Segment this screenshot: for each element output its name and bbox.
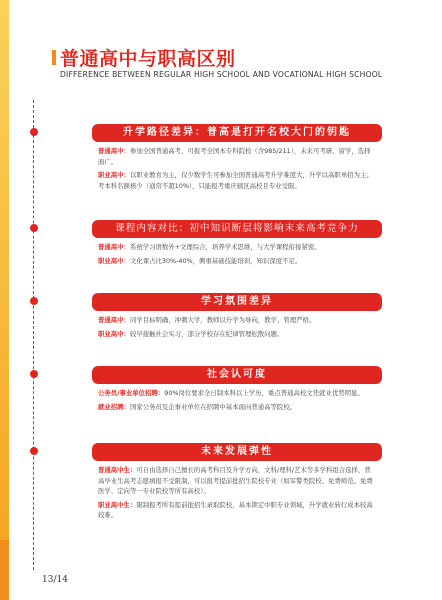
list-item xyxy=(98,388,376,399)
timeline-line xyxy=(33,100,34,570)
item-label: 普通高中生： xyxy=(98,466,137,474)
timeline-dot xyxy=(30,370,38,378)
list-item xyxy=(98,402,376,413)
item-label: 职业高中生： xyxy=(98,500,137,509)
list-item xyxy=(98,242,376,253)
section-body xyxy=(98,242,376,266)
section-body xyxy=(98,465,376,521)
item-label: 公务员/事业单位招聘： xyxy=(98,389,165,397)
section-future-flexibility xyxy=(92,443,382,524)
list-item xyxy=(98,500,376,521)
list-item xyxy=(98,256,376,267)
page-number: 13/14 xyxy=(42,575,68,585)
list-item xyxy=(98,465,376,497)
side-bar-yellow xyxy=(0,0,9,540)
page-title: 普通高中与职高区别 xyxy=(60,48,236,70)
section-curriculum xyxy=(92,220,382,269)
side-accent-bar xyxy=(0,0,9,600)
timeline-dot xyxy=(30,297,38,305)
item-text: 参加全国普通高考，可报考全国本专科院校（含985/211），未来可考研、留学，选择面广。 xyxy=(98,147,371,166)
timeline-dot xyxy=(30,224,38,232)
item-text: 可自由选择自己擅长的高考科目及升学方向，文科/理科/艺术等多学科组合选择，普高毕业生高考志愿填报不受限制，可以报考提前批招生院校专业（如军警类院校、免费师范、免费医学、定向等一专业院校等所有高校）。 xyxy=(98,466,373,495)
section-heading: 未来发展弹性 xyxy=(92,443,382,461)
section-career-path xyxy=(92,124,382,194)
list-item xyxy=(98,170,376,191)
item-text: 国家公务员及企事业单位在招聘中基本面向普通高等院校。 xyxy=(129,402,297,411)
timeline-dot xyxy=(30,128,38,136)
section-study-atmosphere xyxy=(92,293,382,342)
list-item xyxy=(98,329,376,340)
side-bar-orange xyxy=(0,540,9,600)
item-text: 较早接触社会实习，部分学校存在纪律管理松散问题。 xyxy=(129,329,284,338)
section-heading: 学习氛围差异 xyxy=(92,293,382,311)
item-text: 以职业教育为主，仅少数学生可参加全国普通高考升学难度大，升学以高职单招为主；考本科名额极少（通常不超10%），只能报考重庆辖区高校且专业受限。 xyxy=(98,171,373,190)
item-text: 同学目标明确，冲刺大学，教师以升学为导向，教学、管理严格。 xyxy=(129,316,316,324)
section-heading: 课程内容对比：初中知识断层将影响未来高考竞争力 xyxy=(92,220,382,238)
item-label: 就业招聘： xyxy=(98,402,130,411)
section-body xyxy=(98,146,376,191)
timeline-dot xyxy=(30,447,38,455)
item-text: 限制报考所有提前批招生录取院校，基本锁定中职专业领域，升学就业转行成本较高较难。 xyxy=(98,500,373,519)
item-label: 普通高中： xyxy=(98,243,130,251)
section-heading: 升学路径差异：普高是打开名校大门的钥匙 xyxy=(92,124,382,142)
title-accent-mark xyxy=(52,50,56,65)
item-text: 文化课占比30%-40%，侧重基础技能培训，知识深度不足。 xyxy=(129,256,302,265)
item-text: 系统学习语数外+文理综合，培养学术思维，与大学课程衔接紧密。 xyxy=(129,243,321,251)
page-subtitle: DIFFERENCE BETWEEN REGULAR HIGH SCHOOL AND VOCATIONAL HIGH SCHOOL xyxy=(60,70,383,79)
list-item xyxy=(98,315,376,326)
item-label: 职业高中： xyxy=(98,256,130,265)
section-heading: 社会认可度 xyxy=(92,366,382,384)
item-label: 普通高中： xyxy=(98,316,130,324)
item-label: 职业高中： xyxy=(98,329,130,338)
section-social-recognition xyxy=(92,366,382,415)
item-label: 普通高中： xyxy=(98,147,130,155)
section-body xyxy=(98,315,376,339)
section-body xyxy=(98,388,376,412)
list-item xyxy=(98,146,376,167)
item-label: 职业高中： xyxy=(98,171,130,179)
item-text: 90%岗位要求全日制本科以上学历，重点普通高校文凭就业优势明显。 xyxy=(164,389,364,397)
